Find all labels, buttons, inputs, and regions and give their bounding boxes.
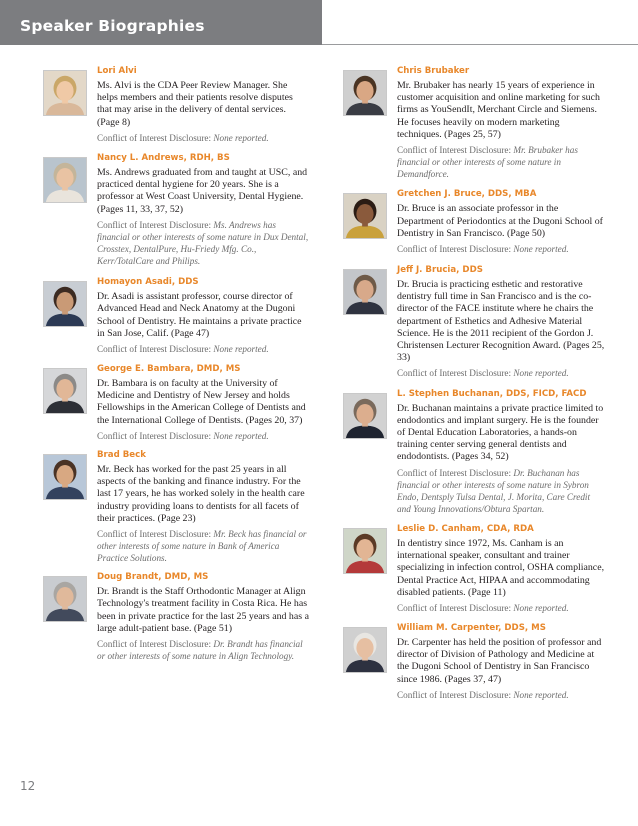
disclosure-value: None reported. — [513, 689, 569, 700]
disclosure-label: Conflict of Interest Disclosure: — [97, 430, 212, 441]
conflict-disclosure — [97, 430, 309, 442]
disclosure-label: Conflict of Interest Disclosure: — [97, 132, 212, 143]
speaker-bio: Mr. Beck has worked for the past 25 years in all aspects of the banking and finance industry. For the last 17 years, he has worked solely in the health care industry providing loans to dentists for all facets of their practices. (Page 23) — [97, 463, 305, 524]
speaker-photo — [343, 393, 387, 439]
speaker-bio: Dr. Brandt is the Staff Orthodontic Manager at Align Technology's treatment facility in Costa Rica. He has been in private practice for the last 25 years and has a large adult-patient base. (Page 51) — [97, 586, 309, 634]
disclosure-value: None reported. — [213, 343, 269, 354]
speaker-name: Chris Brubaker — [397, 66, 470, 76]
conflict-disclosure — [397, 144, 605, 180]
disclosure-value: None reported. — [213, 132, 269, 143]
speaker-name: Nancy L. Andrews, RDH, BS — [97, 152, 230, 163]
speaker-entry — [343, 189, 605, 255]
disclosure-label: Conflict of Interest Disclosure: — [97, 639, 212, 650]
speaker-bio: Dr. Carpenter has held the position of professor and director of Division of Pathology and Medicine at the Dugoni School of Dentistry in San Francisco since 1986. (Pages 37, 47) — [397, 637, 602, 685]
disclosure-value: Ms. Andrews has financial or other interests of some nature in Dux Dental, Crosstex, DentalPure, Hu-Friedy Mfg. Co., Kerr/TotalCare and Philips. — [97, 219, 309, 266]
speaker-name: Doug Brandt, DMD, MS — [97, 572, 209, 583]
speaker-photo — [343, 528, 387, 574]
conflict-disclosure — [397, 689, 605, 701]
disclosure-label: Conflict of Interest Disclosure: — [397, 467, 512, 478]
conflict-disclosure — [97, 528, 309, 564]
speaker-entry — [343, 389, 605, 515]
speaker-photo — [343, 70, 387, 116]
disclosure-label: Conflict of Interest Disclosure: — [97, 219, 212, 230]
disclosure-value: Dr. Brandt has financial or other interests of some nature in Align Technology. — [97, 639, 303, 662]
speaker-photo — [43, 454, 87, 500]
speaker-name: Brad Beck — [97, 449, 146, 460]
speaker-photo — [343, 627, 387, 673]
speaker-bio: Ms. Alvi is the CDA Peer Review Manager. She helps members and their patients resolve disputes that may arise in the delivery of dental services. (Page 8) — [97, 80, 293, 128]
disclosure-label: Conflict of Interest Disclosure: — [397, 602, 512, 613]
speaker-name: Homayon Asadi, DDS — [97, 277, 199, 288]
disclosure-label: Conflict of Interest Disclosure: — [397, 689, 512, 700]
disclosure-value: Dr. Buchanan has financial or other interests of some nature in Sybron Endo, Dentsply Tulsa Dental, J. Morita, Care Credit and Young Innovations/Obtura Spartan. — [397, 467, 591, 514]
speaker-photo — [43, 281, 87, 327]
disclosure-value: Mr. Beck has financial or other interests of some nature in Bank of America Practice Solutions. — [97, 528, 307, 564]
conflict-disclosure — [97, 219, 309, 267]
speaker-photo — [43, 368, 87, 414]
speaker-photo — [43, 157, 87, 203]
speaker-name: Leslie D. Canham, CDA, RDA — [397, 523, 534, 534]
disclosure-value: None reported. — [213, 430, 269, 441]
header-rule — [322, 0, 638, 45]
disclosure-value: Mr. Brubaker has financial or other interests of some nature in Demandforce. — [397, 145, 578, 180]
speaker-entry — [343, 265, 605, 380]
conflict-disclosure — [97, 132, 309, 144]
speaker-name: William M. Carpenter, DDS, MS — [397, 623, 546, 634]
speaker-entry — [43, 66, 309, 144]
speaker-bio: Dr. Bruce is an associate professor in the Department of Periodontics at the Dugoni School of Dentistry in San Francisco. (Page 50) — [397, 203, 603, 239]
page-number: 12 — [20, 779, 36, 793]
speaker-bio: Dr. Buchanan maintains a private practice limited to endodontics and implant surgery. He is the founder of Dental Education Laboratories, a hands-on training center serving general dentists and endodontists. (Pages 34, 52) — [397, 402, 604, 463]
speaker-entry — [43, 450, 309, 564]
speaker-bio: Dr. Asadi is assistant professor, course director of Advanced Head and Neck Anatomy at the Dugoni School of Dentistry. He maintains a private practice in San Jose, Calif. (Page 47) — [97, 291, 302, 339]
disclosure-label: Conflict of Interest Disclosure: — [397, 243, 512, 254]
speaker-bio: Mr. Brubaker has nearly 15 years of experience in customer acquisition and online marketing for such firms as YouSendIt, Merchant Circle and Siemens. He focuses heavily on modern marketing techniques. (Pages 25, 57) — [397, 80, 600, 140]
disclosure-value: None reported. — [513, 368, 569, 379]
speaker-photo — [43, 70, 87, 116]
conflict-disclosure — [397, 467, 605, 515]
page-title: Speaker Biographies — [20, 17, 205, 35]
conflict-disclosure — [97, 343, 309, 355]
conflict-disclosure — [97, 638, 309, 662]
speaker-photo — [343, 193, 387, 239]
speaker-bio: In dentistry since 1972, Ms. Canham is an international speaker, consultant and trainer specializing in infection control, OSHA compliance, Dental Practice Act, HIPAA and accommodating disabled patients. (Page 11) — [397, 537, 605, 598]
header-bar — [0, 0, 322, 45]
speaker-entry — [43, 364, 309, 442]
disclosure-label: Conflict of Interest Disclosure: — [397, 368, 512, 379]
speaker-entry — [343, 66, 605, 180]
right-column — [343, 66, 605, 701]
speaker-name: Lori Alvi — [97, 66, 137, 76]
speaker-bio: Dr. Brucia is practicing esthetic and restorative dentistry full time in San Francisco and is the co-director of the FACE institute where he chairs the department of Esthetics and Adhesive Material Science. He is the 2011 recipient of the Gordon J. Christensen Lecturer Recognition Award. (Pages 25, 33) — [397, 279, 605, 364]
speaker-entry — [343, 623, 605, 701]
speaker-name: Jeff J. Brucia, DDS — [397, 265, 483, 275]
speaker-entry — [43, 572, 309, 662]
speaker-bio: Ms. Andrews graduated from and taught at USC, and practiced dental hygiene for 20 years. She is a professor at West Coast University, Dental Hygiene. (Pages 11, 33, 37, 52) — [97, 166, 308, 215]
speaker-name: L. Stephen Buchanan, DDS, FICD, FACD — [397, 388, 587, 399]
conflict-disclosure — [397, 367, 605, 379]
conflict-disclosure — [397, 243, 605, 255]
speaker-name: Gretchen J. Bruce, DDS, MBA — [397, 189, 537, 200]
speaker-bio: Dr. Bambara is on faculty at the University of Medicine and Dentistry of New Jersey and holds Fellowships in the American College of Dentists and the International College of Dentists. (Pages 20, 37) — [97, 378, 306, 426]
speaker-name: George E. Bambara, DMD, MS — [97, 364, 241, 374]
speaker-entry — [43, 153, 309, 267]
disclosure-value: None reported. — [513, 243, 569, 254]
left-column — [43, 66, 309, 662]
speaker-photo — [43, 576, 87, 622]
conflict-disclosure — [397, 602, 605, 614]
speaker-photo — [343, 269, 387, 315]
disclosure-label: Conflict of Interest Disclosure: — [397, 145, 512, 156]
speaker-entry — [343, 524, 605, 614]
speaker-entry — [43, 277, 309, 355]
disclosure-value: None reported. — [513, 602, 569, 613]
disclosure-label: Conflict of Interest Disclosure: — [97, 528, 212, 539]
disclosure-label: Conflict of Interest Disclosure: — [97, 343, 212, 354]
